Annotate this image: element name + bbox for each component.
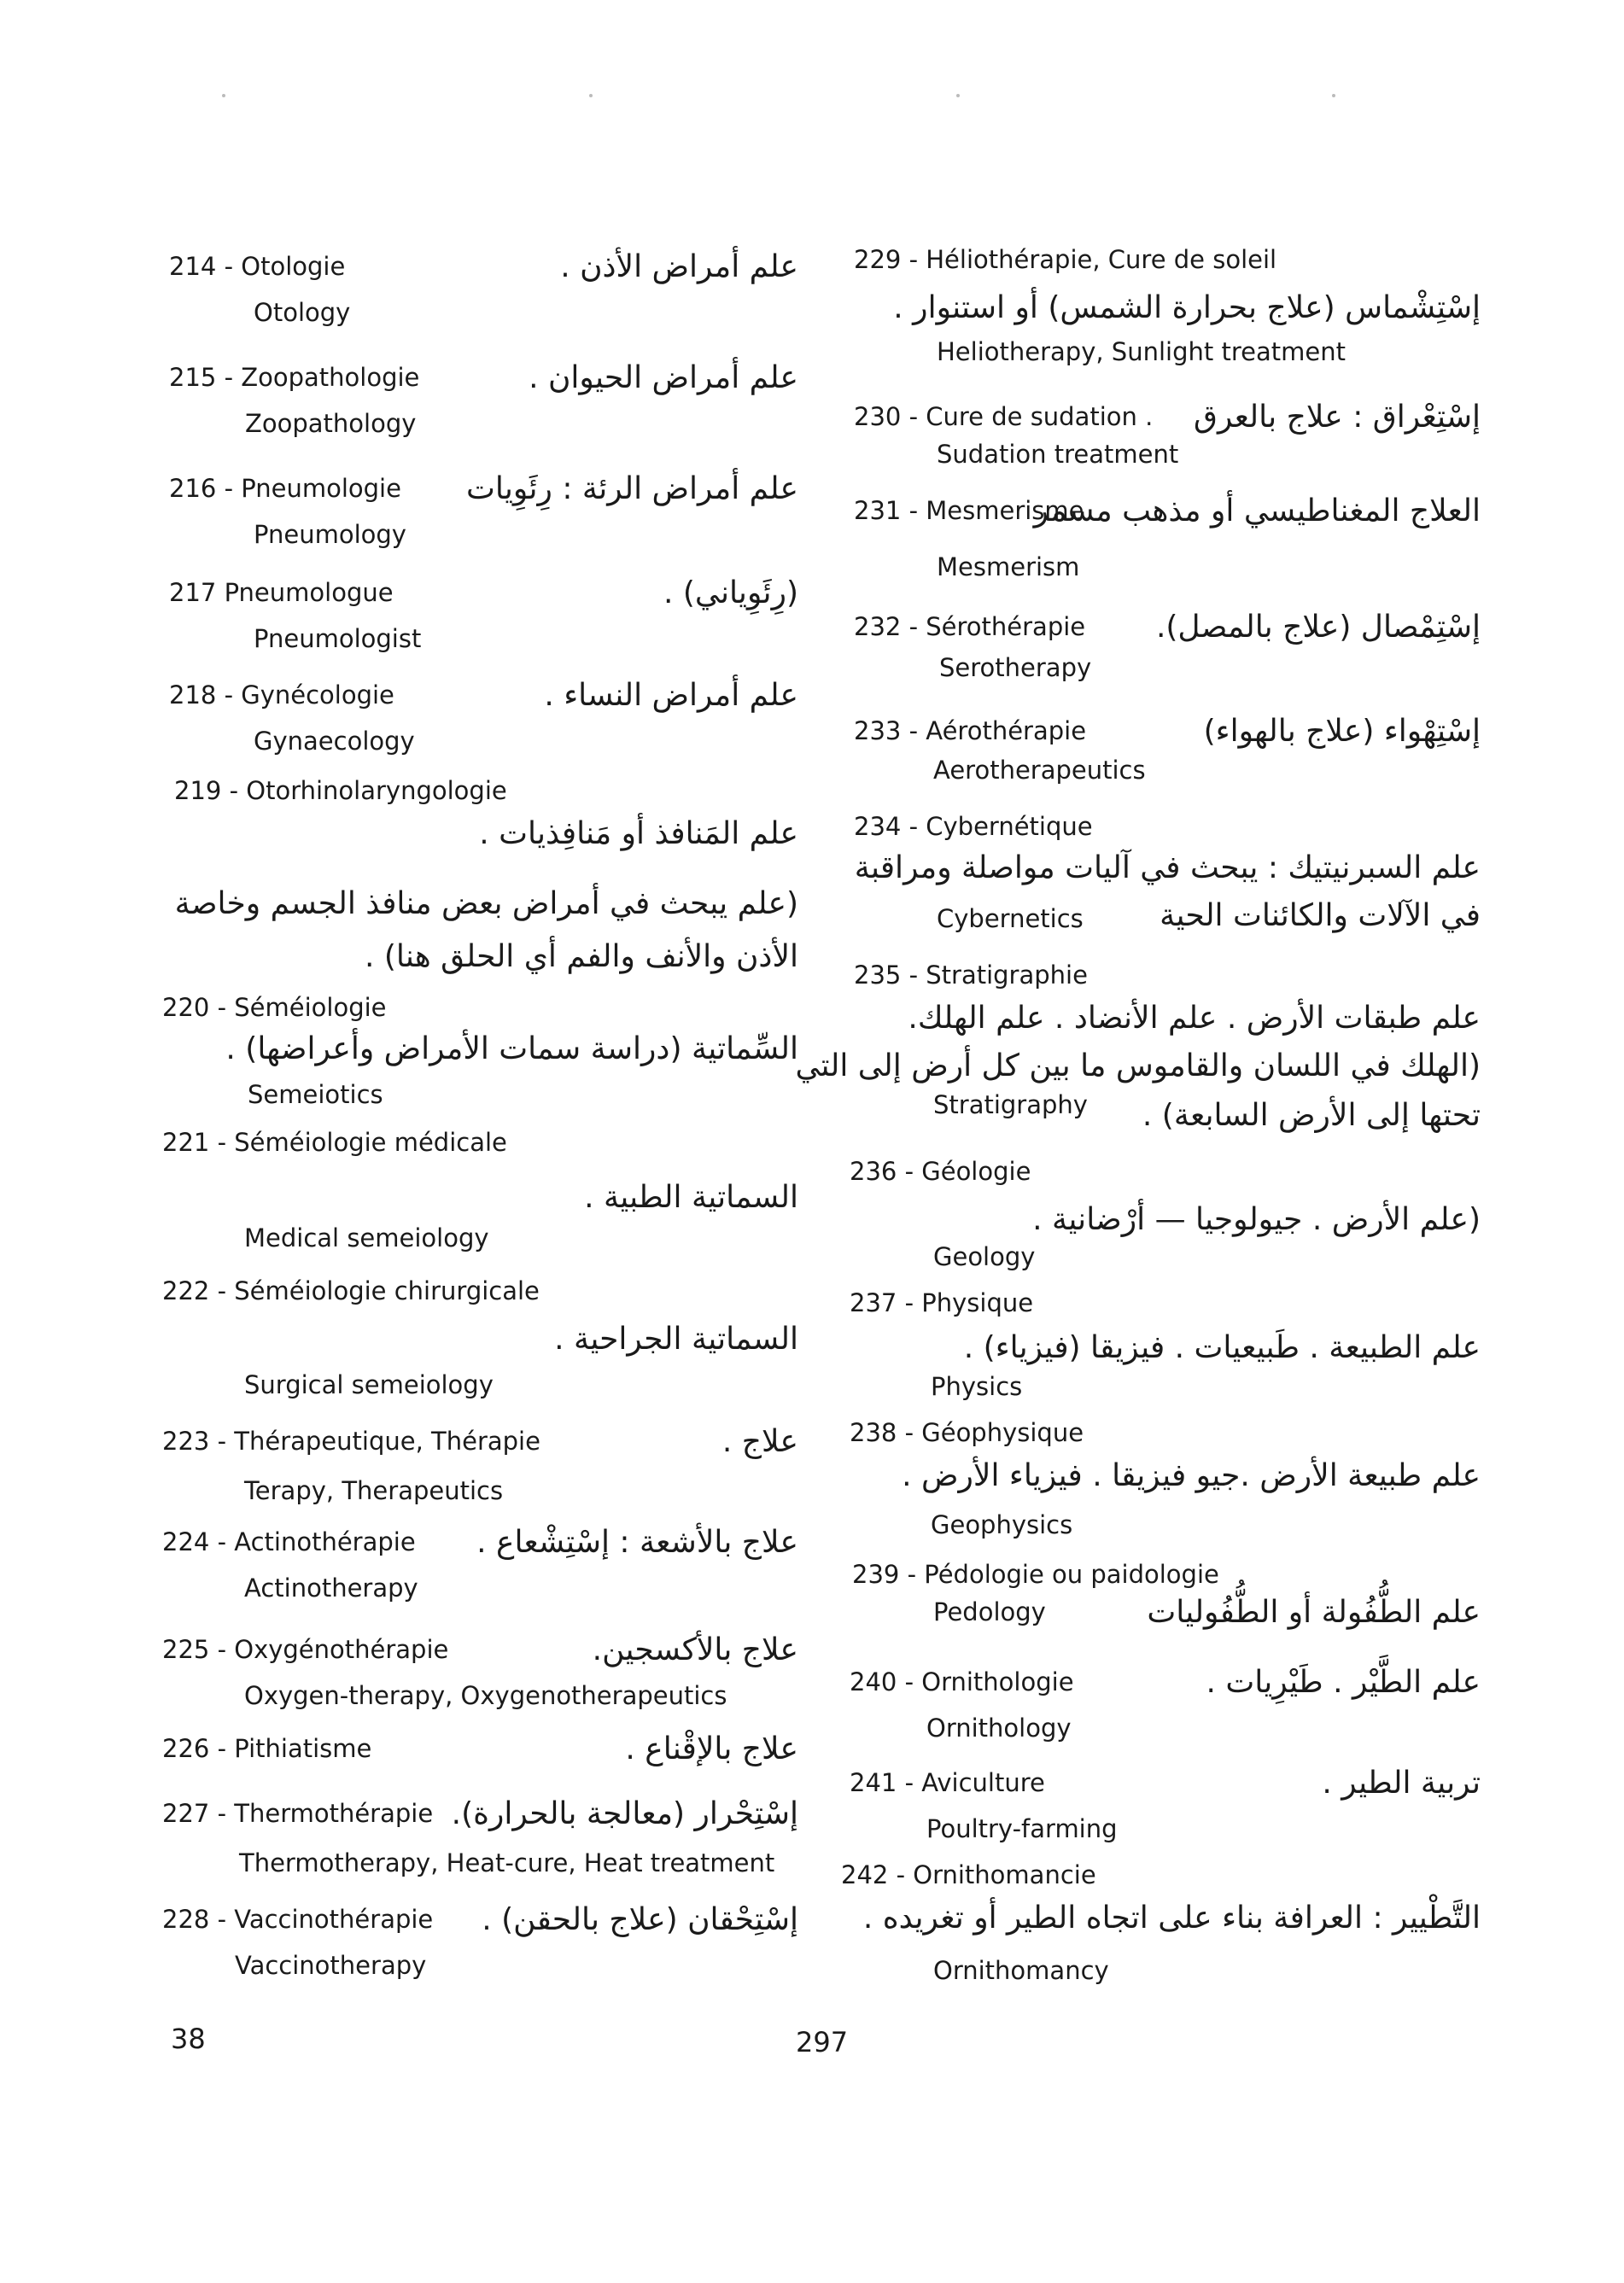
entry-term-en: Medical semeiology <box>244 1223 489 1252</box>
entry-term-fr: 223 - Thérapeutique, Thérapie <box>162 1427 540 1456</box>
entry-term-fr: 217 Pneumologue <box>169 578 394 607</box>
entry-term-en: Aerotherapeutics <box>933 756 1146 785</box>
entry-term-ar: علم المَنافذ أو مَنافِذيات . <box>479 816 798 851</box>
entry-term-en: Stratigraphy <box>933 1090 1088 1119</box>
entry-term-en: Gynaecology <box>254 727 415 756</box>
entry-term-en: Heliotherapy, Sunlight treatment <box>937 337 1346 366</box>
entry-term-fr: 225 - Oxygénothérapie <box>162 1635 449 1664</box>
entry-term-en: Poultry-farming <box>926 1814 1118 1843</box>
entry-term-en: Terapy, Therapeutics <box>244 1476 504 1505</box>
page-number: 297 <box>796 2026 849 2058</box>
entry-term-fr: 238 - Géophysique <box>850 1418 1084 1447</box>
entry-term-en: Geophysics <box>931 1510 1073 1539</box>
entry-term-en: Thermotherapy, Heat-cure, Heat treatment <box>239 1848 775 1877</box>
entry-term-fr: 231 - Mesmerisme <box>854 496 1084 525</box>
entry-term-fr: 216 - Pneumologie <box>169 474 401 503</box>
entry-term-ar: علاج بالأكسجين. <box>592 1632 798 1667</box>
entry-term-en: Vaccinotherapy <box>235 1951 427 1980</box>
entry-term-ar: إسْتِعْراق : علاج بالعرق <box>1194 400 1481 435</box>
entry-term-ar: علم طبيعة الأرض .جيو فيزيقا . فيزياء الأرض . <box>902 1458 1481 1493</box>
entry-term-fr: 228 - Vaccinothérapie <box>162 1905 434 1934</box>
entry-term-en: Ornithology <box>926 1714 1072 1743</box>
page-number-left: 38 <box>171 2023 206 2055</box>
entry-term-en: Actinotherapy <box>244 1574 418 1603</box>
entry-term-fr: 235 - Stratigraphie <box>854 960 1088 990</box>
entry-term-ar: العلاج المغناطيسي أو مذهب مسمر <box>1033 493 1481 528</box>
entry-term-ar: علم الطَّيْر . طَيْرِيات . <box>1206 1665 1481 1700</box>
entry-term-ar: علاج . <box>721 1424 798 1459</box>
entry-term-en: Oxygen-therapy, Oxygenotherapeutics <box>244 1681 727 1710</box>
entry-note-ar: تحتها إلى الأرض السابعة) . <box>1142 1098 1481 1133</box>
entry-term-fr: 227 - Thermothérapie <box>162 1799 434 1828</box>
entry-term-fr: 226 - Pithiatisme <box>162 1734 372 1763</box>
entry-term-ar: علاج بالإقْناع . <box>625 1731 798 1766</box>
entry-term-ar: السماتية الطبية . <box>584 1180 798 1215</box>
entry-term-fr: 229 - Héliothérapie, Cure de soleil <box>854 245 1277 274</box>
entry-term-en: Sudation treatment <box>937 440 1179 469</box>
entry-term-ar: علم الطبيعة . طَبيعيات . فيزيقا (فيزياء) . <box>963 1330 1481 1365</box>
entry-term-fr: 240 - Ornithologie <box>850 1667 1074 1696</box>
entry-term-fr: 233 - Aérothérapie <box>854 716 1087 745</box>
entry-term-ar: علم أمراض النساء . <box>544 678 798 713</box>
entry-term-fr: 234 - Cybernétique <box>854 812 1093 841</box>
entry-term-ar: إسْتِهْواء (علاج بالهواء) <box>1203 714 1481 749</box>
entry-term-fr: 218 - Gynécologie <box>169 680 394 709</box>
entry-term-ar: علم الطُّفُولة أو الطُّفُوليات <box>1147 1595 1481 1630</box>
entry-term-en: Serotherapy <box>939 653 1092 682</box>
entry-term-fr: 215 - Zoopathologie <box>169 363 420 392</box>
entry-term-en: Otology <box>254 298 351 327</box>
entry-term-fr: 239 - Pédologie ou paidologie <box>852 1560 1219 1589</box>
entry-term-en: Zoopathology <box>245 409 417 438</box>
entry-term-fr: 236 - Géologie <box>850 1157 1031 1186</box>
entry-term-en: Geology <box>933 1242 1036 1271</box>
entry-term-ar: التَّطْيير : العرافة بناء على اتجاه الطير أو تغريده . <box>862 1901 1481 1936</box>
entry-term-ar: في الآلات والكائنات الحية <box>1160 898 1481 933</box>
entry-note-ar: (علم يبحث في أمراض بعض منافذ الجسم وخاصة <box>174 886 798 921</box>
entry-term-fr: 230 - Cure de sudation . <box>854 402 1154 431</box>
entry-term-fr: 232 - Sérothérapie <box>854 612 1086 641</box>
entry-term-fr: 241 - Aviculture <box>850 1768 1045 1797</box>
entry-term-fr: 237 - Physique <box>850 1288 1034 1317</box>
entry-term-en: Semeiotics <box>248 1080 383 1109</box>
entry-term-en: Ornithomancy <box>933 1956 1109 1985</box>
entry-term-ar: تربية الطير . <box>1322 1766 1481 1801</box>
entry-note-ar: (الهلك في اللسان والقاموس ما بين كل أرض إلى التي <box>795 1048 1481 1083</box>
entry-term-ar: إسْتِمْصال (علاج بالمصل). <box>1155 610 1481 645</box>
entry-term-en: Pedology <box>933 1597 1046 1626</box>
entry-term-ar: علاج بالأشعة : إسْتِشْعاع . <box>476 1525 798 1560</box>
entry-term-ar: (علم الأرض . جيولوجيا — أرْضانية . <box>1032 1202 1481 1237</box>
entry-term-en: Mesmerism <box>937 552 1080 581</box>
entry-term-ar: علم طبقات الأرض . علم الأنضاد . علم الهلك. <box>908 1001 1481 1036</box>
entry-term-ar: (رِئَوِياني) . <box>663 575 798 610</box>
entry-term-fr: 224 - Actinothérapie <box>162 1527 416 1556</box>
entry-term-ar: إسْتِحْقان (علاج بالحقن) . <box>482 1902 798 1937</box>
entry-note-ar: الأذن والأنف والفم أي الحلق هنا) . <box>364 939 798 974</box>
entry-term-en: Physics <box>931 1372 1023 1401</box>
entry-term-en: Pneumology <box>254 520 406 549</box>
entry-term-ar: إسْتِشْماس (علاج بحرارة الشمس) أو استنوار . <box>893 290 1481 325</box>
entry-term-ar: علم السبرنيتيك : يبحث في آليات مواصلة ومراقبة <box>854 850 1481 885</box>
entry-term-fr: 219 - Otorhinolaryngologie <box>174 776 507 805</box>
entry-term-ar: إسْتِحْرار (معالجة بالحرارة). <box>451 1796 798 1831</box>
entry-term-ar: علم أمراض الحيوان . <box>529 360 798 395</box>
entry-term-en: Cybernetics <box>937 904 1084 933</box>
entry-term-ar: علم أمراض الأذن . <box>560 249 798 284</box>
entry-term-fr: 214 - Otologie <box>169 252 346 281</box>
entry-term-en: Surgical semeiology <box>244 1370 494 1399</box>
entry-term-en: Pneumologist <box>254 624 422 653</box>
entry-term-fr: 221 - Séméiologie médicale <box>162 1128 507 1157</box>
entry-term-ar: علم أمراض الرئة : رِئَوِيات <box>466 471 798 506</box>
entry-term-fr: 220 - Séméiologie <box>162 993 387 1022</box>
entry-term-fr: 242 - Ornithomancie <box>841 1860 1096 1889</box>
entry-term-ar: السِّماتية (دراسة سمات الأمراض وأعراضها) . <box>225 1031 798 1066</box>
entry-term-fr: 222 - Séméiologie chirurgicale <box>162 1276 540 1305</box>
entry-term-ar: السماتية الجراحية . <box>554 1322 798 1357</box>
